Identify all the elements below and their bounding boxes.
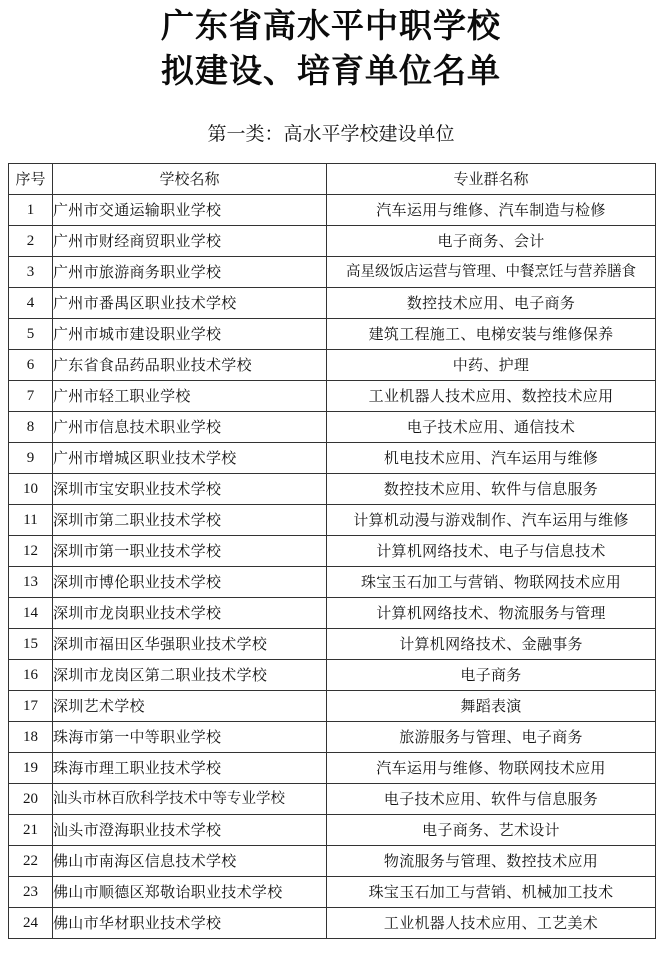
cell-school-name: 广州市增城区职业技术学校 — [53, 443, 327, 474]
cell-school-name: 汕头市林百欣科学技术中等专业学校 — [53, 784, 327, 815]
cell-school-name: 佛山市南海区信息技术学校 — [53, 846, 327, 877]
cell-serial-number: 1 — [9, 195, 53, 226]
cell-school-name: 广州市财经商贸职业学校 — [53, 226, 327, 257]
table-row — [9, 629, 656, 660]
header-school-name: 学校名称 — [53, 164, 327, 195]
cell-major-group: 计算机网络技术、金融事务 — [327, 629, 656, 660]
cell-school-name: 广州市旅游商务职业学校 — [53, 257, 327, 288]
cell-serial-number: 21 — [9, 815, 53, 846]
cell-major-group: 建筑工程施工、电梯安装与维修保养 — [327, 319, 656, 350]
cell-major-group: 数控技术应用、软件与信息服务 — [327, 474, 656, 505]
cell-school-name: 深圳市福田区华强职业技术学校 — [53, 629, 327, 660]
cell-serial-number: 13 — [9, 567, 53, 598]
document-title-line-2: 拟建设、培育单位名单 — [161, 51, 501, 90]
cell-major-group: 电子商务、艺术设计 — [327, 815, 656, 846]
cell-major-group: 电子商务 — [327, 660, 656, 691]
cell-serial-number: 18 — [9, 722, 53, 753]
table-row — [9, 784, 656, 815]
cell-major-group: 计算机网络技术、物流服务与管理 — [327, 598, 656, 629]
cell-school-name: 深圳市龙岗区第二职业技术学校 — [53, 660, 327, 691]
cell-major-group: 工业机器人技术应用、工艺美术 — [327, 908, 656, 939]
cell-school-name: 深圳艺术学校 — [53, 691, 327, 722]
table-row — [9, 288, 656, 319]
cell-serial-number: 14 — [9, 598, 53, 629]
cell-school-name: 佛山市华材职业技术学校 — [53, 908, 327, 939]
table-row — [9, 660, 656, 691]
cell-major-group: 汽车运用与维修、物联网技术应用 — [327, 753, 656, 784]
cell-serial-number: 10 — [9, 474, 53, 505]
cell-major-group: 舞蹈表演 — [327, 691, 656, 722]
table-row — [9, 443, 656, 474]
cell-school-name: 广州市城市建设职业学校 — [53, 319, 327, 350]
table-row — [9, 319, 656, 350]
category-subtitle: 第一类：高水平学校建设单位 — [207, 123, 455, 145]
cell-serial-number: 5 — [9, 319, 53, 350]
school-list-table — [8, 163, 656, 939]
cell-school-name: 深圳市第二职业技术学校 — [53, 505, 327, 536]
cell-serial-number: 22 — [9, 846, 53, 877]
cell-major-group: 电子商务、会计 — [327, 226, 656, 257]
cell-school-name: 珠海市第一中等职业学校 — [53, 722, 327, 753]
table-row — [9, 350, 656, 381]
header-serial-number: 序号 — [9, 164, 53, 195]
cell-school-name: 深圳市龙岗职业技术学校 — [53, 598, 327, 629]
cell-serial-number: 4 — [9, 288, 53, 319]
cell-major-group: 工业机器人技术应用、数控技术应用 — [327, 381, 656, 412]
table-row — [9, 474, 656, 505]
cell-serial-number: 7 — [9, 381, 53, 412]
table-row — [9, 567, 656, 598]
table-row — [9, 691, 656, 722]
cell-serial-number: 11 — [9, 505, 53, 536]
cell-major-group: 高星级饭店运营与管理、中餐烹饪与营养膳食 — [327, 257, 656, 288]
cell-serial-number: 16 — [9, 660, 53, 691]
cell-serial-number: 2 — [9, 226, 53, 257]
cell-serial-number: 15 — [9, 629, 53, 660]
table-row — [9, 381, 656, 412]
cell-serial-number: 3 — [9, 257, 53, 288]
cell-school-name: 珠海市理工职业技术学校 — [53, 753, 327, 784]
cell-major-group: 电子技术应用、通信技术 — [327, 412, 656, 443]
cell-school-name: 深圳市宝安职业技术学校 — [53, 474, 327, 505]
cell-major-group: 中药、护理 — [327, 350, 656, 381]
table-row — [9, 908, 656, 939]
table-row — [9, 257, 656, 288]
cell-major-group: 计算机网络技术、电子与信息技术 — [327, 536, 656, 567]
cell-school-name: 深圳市博伦职业技术学校 — [53, 567, 327, 598]
table-row — [9, 505, 656, 536]
cell-school-name: 广东省食品药品职业技术学校 — [53, 350, 327, 381]
cell-major-group: 计算机动漫与游戏制作、汽车运用与维修 — [327, 505, 656, 536]
table-header-row — [9, 164, 656, 195]
cell-major-group: 汽车运用与维修、汽车制造与检修 — [327, 195, 656, 226]
table-row — [9, 412, 656, 443]
table-row — [9, 536, 656, 567]
cell-serial-number: 6 — [9, 350, 53, 381]
cell-serial-number: 24 — [9, 908, 53, 939]
cell-major-group: 物流服务与管理、数控技术应用 — [327, 846, 656, 877]
cell-school-name: 广州市信息技术职业学校 — [53, 412, 327, 443]
table-row — [9, 815, 656, 846]
document-title-line-1: 广东省高水平中职学校 — [161, 6, 501, 45]
cell-school-name: 佛山市顺德区郑敬诒职业技术学校 — [53, 877, 327, 908]
cell-serial-number: 20 — [9, 784, 53, 815]
cell-major-group: 机电技术应用、汽车运用与维修 — [327, 443, 656, 474]
table-row — [9, 226, 656, 257]
table-row — [9, 195, 656, 226]
cell-school-name: 汕头市澄海职业技术学校 — [53, 815, 327, 846]
table-row — [9, 598, 656, 629]
cell-school-name: 深圳市第一职业技术学校 — [53, 536, 327, 567]
header-major-group: 专业群名称 — [327, 164, 656, 195]
cell-school-name: 广州市番禺区职业技术学校 — [53, 288, 327, 319]
cell-school-name: 广州市轻工职业学校 — [53, 381, 327, 412]
cell-major-group: 珠宝玉石加工与营销、机械加工技术 — [327, 877, 656, 908]
cell-serial-number: 8 — [9, 412, 53, 443]
table-row — [9, 753, 656, 784]
cell-serial-number: 23 — [9, 877, 53, 908]
cell-major-group: 电子技术应用、软件与信息服务 — [327, 784, 656, 815]
cell-school-name: 广州市交通运输职业学校 — [53, 195, 327, 226]
cell-serial-number: 19 — [9, 753, 53, 784]
cell-serial-number: 17 — [9, 691, 53, 722]
cell-major-group: 旅游服务与管理、电子商务 — [327, 722, 656, 753]
cell-major-group: 珠宝玉石加工与营销、物联网技术应用 — [327, 567, 656, 598]
table-row — [9, 877, 656, 908]
cell-serial-number: 9 — [9, 443, 53, 474]
table-row — [9, 722, 656, 753]
cell-serial-number: 12 — [9, 536, 53, 567]
cell-major-group: 数控技术应用、电子商务 — [327, 288, 656, 319]
table-row — [9, 846, 656, 877]
